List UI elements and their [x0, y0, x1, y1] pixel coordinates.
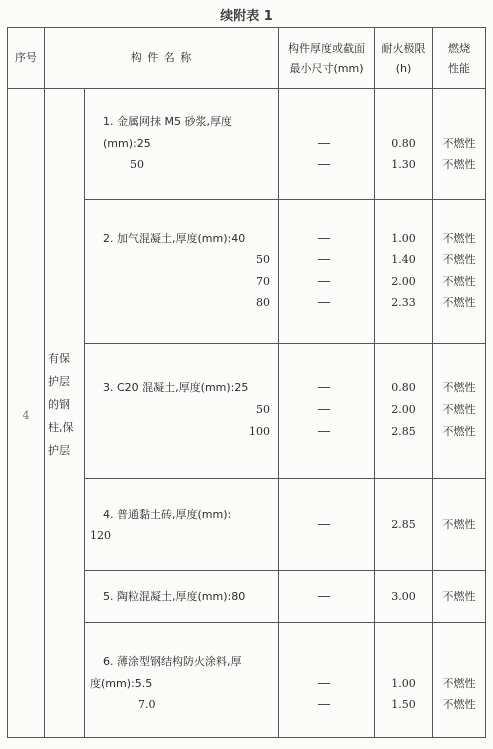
category-line-1: 有保 — [48, 352, 70, 365]
header-thickness-line2: 最小尺寸(mm) — [289, 62, 364, 75]
g1-limit-1: 0.80 — [391, 137, 416, 150]
col-divider-category — [84, 88, 85, 738]
g2-burn-2: 不燃性 — [442, 253, 476, 266]
g6-desc-line-3: 7.0 — [138, 698, 156, 711]
g2-limit-4: 2.33 — [391, 296, 416, 309]
group-separator-5 — [84, 622, 485, 623]
g6-burn-2: 不燃性 — [442, 698, 476, 711]
g4-limit-1: 2.85 — [391, 518, 416, 531]
category-line-4: 柱,保 — [48, 421, 74, 434]
g6-limit-2: 1.50 — [391, 698, 416, 711]
g6-limit-1: 1.00 — [391, 677, 416, 690]
g1-desc-line-1: 1. 金属网抹 M5 砂浆,厚度 — [103, 115, 232, 128]
g2-burn-1: 不燃性 — [442, 232, 476, 245]
g1-burn-1: 不燃性 — [442, 137, 476, 150]
g3-desc-line-3: 100 — [249, 425, 270, 438]
category-line-5: 护层 — [48, 444, 70, 457]
g2-thickness-dash-2 — [318, 259, 330, 260]
g3-thickness-dash-2 — [318, 409, 330, 410]
header-limit-line2: (h) — [395, 62, 412, 75]
table-right-border — [485, 27, 486, 738]
g2-limit-1: 1.00 — [391, 232, 416, 245]
g2-limit-2: 1.40 — [391, 253, 416, 266]
g2-thickness-dash-1 — [318, 238, 330, 239]
g2-burn-3: 不燃性 — [442, 275, 476, 288]
g2-desc-line-1: 2. 加气混凝土,厚度(mm):40 — [103, 232, 246, 245]
group-separator-1 — [84, 199, 485, 200]
g2-desc-line-4: 80 — [256, 296, 270, 309]
col-divider-no — [44, 27, 45, 738]
g3-limit-2: 2.00 — [391, 403, 416, 416]
g3-limit-1: 0.80 — [391, 381, 416, 394]
g5-burn-1: 不燃性 — [442, 590, 476, 603]
table-bottom-border — [7, 737, 485, 738]
g2-desc-line-3: 70 — [256, 275, 270, 288]
g3-desc-line-2: 50 — [256, 403, 270, 416]
g1-limit-2: 1.30 — [391, 158, 416, 171]
g4-thickness-dash-1 — [318, 524, 330, 525]
header-bottom-border — [7, 88, 485, 89]
group-separator-3 — [84, 478, 485, 479]
g1-desc-line-3: 50 — [130, 158, 144, 171]
category-line-3: 的钢 — [48, 398, 70, 411]
g5-desc-line-1: 5. 陶粒混凝土,厚度(mm):80 — [103, 590, 246, 603]
g6-thickness-dash-2 — [318, 704, 330, 705]
table-title: 续附表 1 — [220, 9, 273, 24]
g2-thickness-dash-4 — [318, 302, 330, 303]
g4-desc-line-2: 120 — [90, 529, 111, 542]
g3-limit-3: 2.85 — [391, 425, 416, 438]
g3-burn-1: 不燃性 — [442, 381, 476, 394]
group-separator-2 — [84, 343, 485, 344]
g5-thickness-dash-1 — [318, 596, 330, 597]
g2-limit-3: 2.00 — [391, 275, 416, 288]
g3-thickness-dash-3 — [318, 431, 330, 432]
header-burn-line1: 燃烧 — [448, 42, 470, 55]
col-divider-name — [278, 27, 279, 738]
g3-desc-line-1: 3. C20 混凝土,厚度(mm):25 — [103, 381, 249, 394]
group-separator-4 — [84, 570, 485, 571]
category-line-2: 护层 — [48, 375, 70, 388]
header-limit-line1: 耐火极限 — [381, 42, 426, 55]
header-name: 构 件 名 称 — [130, 51, 193, 64]
g1-thickness-dash-1 — [318, 143, 330, 144]
g2-desc-line-2: 50 — [256, 253, 270, 266]
g4-desc-line-1: 4. 普通黏土砖,厚度(mm): — [103, 508, 232, 521]
g4-burn-1: 不燃性 — [442, 518, 476, 531]
table-left-border — [7, 27, 8, 738]
g6-desc-line-1: 6. 薄涂型钢结构防火涂料,厚 — [103, 655, 242, 668]
g3-burn-2: 不燃性 — [442, 403, 476, 416]
g1-thickness-dash-2 — [318, 164, 330, 165]
g1-desc-line-2: (mm):25 — [103, 137, 151, 150]
header-thickness-line1: 构件厚度或截面 — [288, 42, 365, 55]
g2-burn-4: 不燃性 — [442, 296, 476, 309]
g1-burn-2: 不燃性 — [442, 158, 476, 171]
g6-thickness-dash-1 — [318, 683, 330, 684]
header-burn-line2: 性能 — [448, 62, 470, 75]
g5-limit-1: 3.00 — [391, 590, 416, 603]
row-number: 4 — [22, 409, 30, 422]
g6-desc-line-2: 度(mm):5.5 — [90, 677, 153, 690]
g2-thickness-dash-3 — [318, 281, 330, 282]
header-no: 序号 — [15, 51, 37, 64]
g3-thickness-dash-1 — [318, 387, 330, 388]
table-top-border — [7, 27, 485, 28]
g6-burn-1: 不燃性 — [442, 677, 476, 690]
g3-burn-3: 不燃性 — [442, 425, 476, 438]
